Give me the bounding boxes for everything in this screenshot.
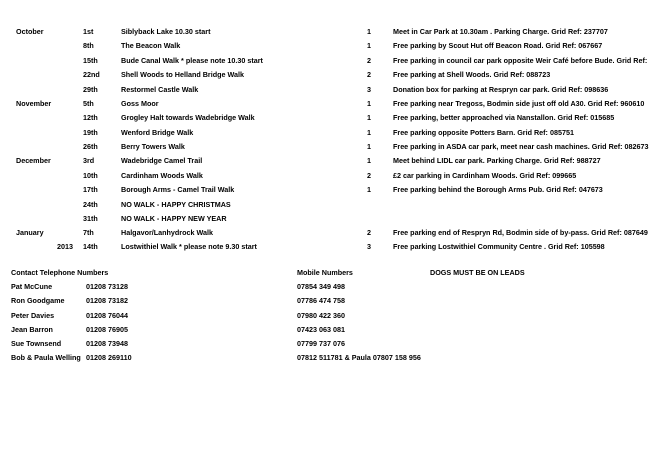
walk-name: Lostwithiel Walk * please note 9.30 start: [121, 242, 257, 251]
contact-mobile: 07812 511781 & Paula 07807 158 956: [297, 353, 421, 362]
day: 19th: [83, 128, 98, 137]
schedule-row: [0, 156, 670, 168]
contact-mobile: 07799 737 076: [297, 339, 345, 348]
schedule-row: [0, 228, 670, 240]
contact-name: Jean Barron: [11, 325, 53, 334]
day: 7th: [83, 228, 94, 237]
day: 14th: [83, 242, 98, 251]
contact-name: Pat McCune: [11, 282, 53, 291]
contact-mobile: 07980 422 360: [297, 311, 345, 320]
meeting-info: Free parking Lostwithiel Community Centre . Grid Ref: 105598: [393, 242, 605, 251]
contact-phone: 01208 73182: [86, 296, 128, 305]
grade: 1: [367, 41, 371, 50]
month: November: [16, 99, 52, 108]
grade: 2: [367, 171, 371, 180]
walk-name: Bude Canal Walk * please note 10.30 start: [121, 56, 263, 65]
schedule-row: [0, 70, 670, 82]
grade: 3: [367, 85, 371, 94]
meeting-info: Free parking, better approached via Nanstallon. Grid Ref: 015685: [393, 113, 615, 122]
contacts-heading: Contact Telephone Numbers: [11, 268, 109, 277]
walk-name: Restormel Castle Walk: [121, 85, 199, 94]
grade: 2: [367, 56, 371, 65]
contact-name: Bob & Paula Welling: [11, 353, 81, 362]
day: 24th: [83, 200, 98, 209]
walk-name: Siblyback Lake 10.30 start: [121, 27, 211, 36]
contact-phone: 01208 269110: [86, 353, 132, 362]
contact-mobile: 07423 063 081: [297, 325, 345, 334]
walk-name: Wadebridge Camel Trail: [121, 156, 203, 165]
walk-name: NO WALK - HAPPY CHRISTMAS: [121, 200, 231, 209]
schedule-row: [0, 214, 670, 226]
day: 3rd: [83, 156, 95, 165]
meeting-info: Free parking opposite Potters Barn. Grid Ref: 085751: [393, 128, 574, 137]
schedule-row: [0, 113, 670, 125]
contact-name: Sue Townsend: [11, 339, 62, 348]
walk-name: Grogley Halt towards Wadebridge Walk: [121, 113, 255, 122]
day: 17th: [83, 185, 98, 194]
walk-name: Halgavor/Lanhydrock Walk: [121, 228, 213, 237]
walk-name: Wenford Bridge Walk: [121, 128, 194, 137]
schedule-row: [0, 185, 670, 197]
walk-name: Borough Arms - Camel Trail Walk: [121, 185, 235, 194]
month: January: [16, 228, 44, 237]
schedule-row: [0, 85, 670, 97]
schedule-row: [0, 242, 670, 254]
contact-phone: 01208 73948: [86, 339, 128, 348]
month: December: [16, 156, 51, 165]
day: 29th: [83, 85, 98, 94]
day: 26th: [83, 142, 98, 151]
year: 2013: [57, 242, 73, 251]
contact-phone: 01208 76044: [86, 311, 128, 320]
meeting-info: Free parking by Scout Hut off Beacon Road. Grid Ref: 067667: [393, 41, 603, 50]
day: 8th: [83, 41, 94, 50]
schedule-row: [0, 99, 670, 111]
walk-name: Goss Moor: [121, 99, 159, 108]
grade: 1: [367, 99, 371, 108]
day: 31th: [83, 214, 98, 223]
meeting-info: Free parking near Tregoss, Bodmin side just off old A30. Grid Ref: 960610: [393, 99, 645, 108]
contact-phone: 01208 73128: [86, 282, 128, 291]
day: 5th: [83, 99, 94, 108]
meeting-info: Meet in Car Park at 10.30am . Parking Charge. Grid Ref: 237707: [393, 27, 608, 36]
schedule-row: [0, 200, 670, 212]
contact-phone: 01208 76905: [86, 325, 128, 334]
grade: 1: [367, 128, 371, 137]
grade: 1: [367, 156, 371, 165]
meeting-info: Free parking at Shell Woods. Grid Ref: 088723: [393, 70, 551, 79]
meeting-info: Free parking end of Respryn Rd, Bodmin side of by-pass. Grid Ref: 087649: [393, 228, 648, 237]
meeting-info: £2 car parking in Cardinham Woods. Grid Ref: 099665: [393, 171, 577, 180]
schedule-row: [0, 56, 670, 68]
contact-name: Ron Goodgame: [11, 296, 65, 305]
day: 1st: [83, 27, 94, 36]
month: October: [16, 27, 44, 36]
grade: 3: [367, 242, 371, 251]
contact-mobile: 07854 349 498: [297, 282, 345, 291]
mobile-heading: Mobile Numbers: [297, 268, 353, 277]
schedule-row: [0, 142, 670, 154]
walk-name: NO WALK - HAPPY NEW YEAR: [121, 214, 227, 223]
schedule-row: [0, 128, 670, 140]
meeting-info: Free parking behind the Borough Arms Pub. Grid Ref: 047673: [393, 185, 603, 194]
grade: 1: [367, 185, 371, 194]
contact-name: Peter Davies: [11, 311, 55, 320]
meeting-info: Donation box for parking at Respryn car park. Grid Ref: 098636: [393, 85, 609, 94]
walk-name: Shell Woods to Helland Bridge Walk: [121, 70, 244, 79]
grade: 2: [367, 228, 371, 237]
grade: 1: [367, 27, 371, 36]
grade: 1: [367, 113, 371, 122]
grade: 1: [367, 142, 371, 151]
day: 12th: [83, 113, 98, 122]
day: 22nd: [83, 70, 100, 79]
schedule-row: [0, 41, 670, 53]
contact-mobile: 07786 474 758: [297, 296, 345, 305]
meeting-info: Free parking in ASDA car park, meet near cash machines. Grid Ref: 082673: [393, 142, 649, 151]
walk-name: The Beacon Walk: [121, 41, 181, 50]
walk-name: Cardinham Woods Walk: [121, 171, 203, 180]
day: 10th: [83, 171, 98, 180]
schedule-row: [0, 27, 670, 39]
dogs-notice: DOGS MUST BE ON LEADS: [430, 268, 525, 277]
day: 15th: [83, 56, 98, 65]
meeting-info: Meet behind LIDL car park. Parking Charge. Grid Ref: 988727: [393, 156, 601, 165]
meeting-info: Free parking in council car park opposite Weir Café before Bude. Grid Ref:: [393, 56, 648, 65]
schedule-row: [0, 171, 670, 183]
grade: 2: [367, 70, 371, 79]
walk-name: Berry Towers Walk: [121, 142, 185, 151]
